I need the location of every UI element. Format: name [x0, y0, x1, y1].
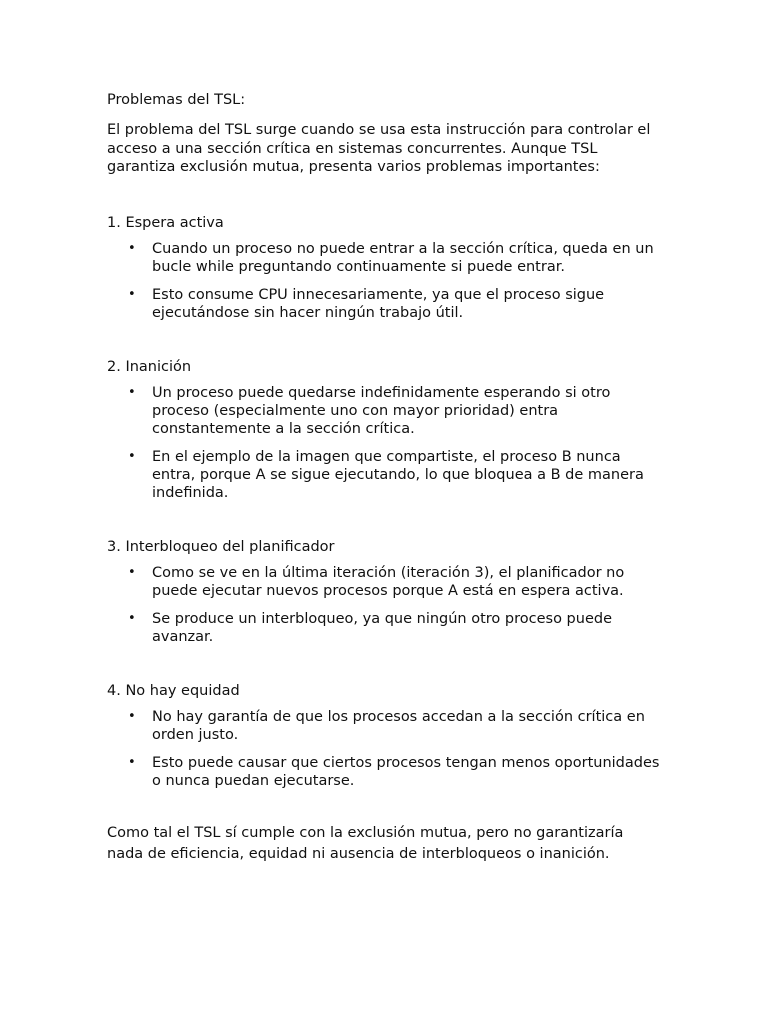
- list-item-text: Cuando un proceso no puede entrar a la sección crítica, queda en un bucle while preguntando continuamente si puede entrar.: [152, 240, 654, 275]
- list-item-text: Esto consume CPU innecesariamente, ya que el proceso sigue ejecutándose sin hacer ningún trabajo útil.: [152, 286, 605, 321]
- list-item-text: Se produce un interbloqueo, ya que ningún otro proceso puede avanzar.: [152, 610, 612, 645]
- document-heading: Problemas del TSL:: [107, 92, 246, 108]
- list-item: [107, 384, 662, 438]
- list-item-text: Un proceso puede quedarse indefinidamente esperando si otro proceso (especialmente uno con mayor prioridad) entra constantemente a la sección crítica.: [152, 384, 611, 437]
- section-title: 1. Espera activa: [107, 214, 224, 231]
- list-item: [107, 240, 662, 276]
- list-item: [107, 286, 662, 322]
- conclusion-block: [107, 823, 662, 865]
- section-title: 4. No hay equidad: [107, 682, 240, 699]
- document-page: [107, 91, 662, 865]
- bullet-icon: •: [128, 240, 136, 256]
- list-item-text: No hay garantía de que los procesos accedan a la sección crítica en orden justo.: [152, 708, 645, 743]
- list-item: [107, 564, 662, 600]
- list-item: [107, 610, 662, 646]
- conclusion-paragraph: Como tal el TSL sí cumple con la exclusión mutua, pero no garantizaría nada de eficiencia, equidad ni ausencia de interbloqueos o inanición.: [107, 824, 624, 862]
- section-equidad: [107, 682, 662, 790]
- bullet-icon: •: [128, 564, 136, 580]
- bullet-list: [107, 564, 662, 646]
- bullet-list: [107, 708, 662, 790]
- section-inanicion: [107, 358, 662, 502]
- bullet-list: [107, 240, 662, 322]
- bullet-icon: •: [128, 448, 136, 464]
- list-item: [107, 754, 662, 790]
- bullet-icon: •: [128, 384, 136, 400]
- section-interbloqueo: [107, 538, 662, 646]
- bullet-icon: •: [128, 708, 136, 724]
- bullet-list: [107, 384, 662, 502]
- bullet-icon: •: [128, 286, 136, 302]
- section-title: 2. Inanición: [107, 358, 192, 375]
- list-item-text: Como se ve en la última iteración (iteración 3), el planificador no puede ejecutar nuevos procesos porque A está en espera activa.: [152, 564, 625, 599]
- intro-paragraph: El problema del TSL surge cuando se usa esta instrucción para controlar el acceso a una sección crítica en sistemas concurrentes. Aunque TSL garantiza exclusión mutua, presenta varios problemas importantes:: [107, 122, 651, 175]
- list-item: [107, 708, 662, 744]
- section-title: 3. Interbloqueo del planificador: [107, 538, 335, 555]
- list-item-text: En el ejemplo de la imagen que compartiste, el proceso B nunca entra, porque A se sigue ejecutando, lo que bloquea a B de manera indefinida.: [152, 448, 644, 501]
- list-item-text: Esto puede causar que ciertos procesos tengan menos oportunidades o nunca puedan ejecutarse.: [152, 754, 660, 789]
- bullet-icon: •: [128, 610, 136, 626]
- section-espera-activa: [107, 214, 662, 322]
- bullet-icon: •: [128, 754, 136, 770]
- list-item: [107, 448, 662, 502]
